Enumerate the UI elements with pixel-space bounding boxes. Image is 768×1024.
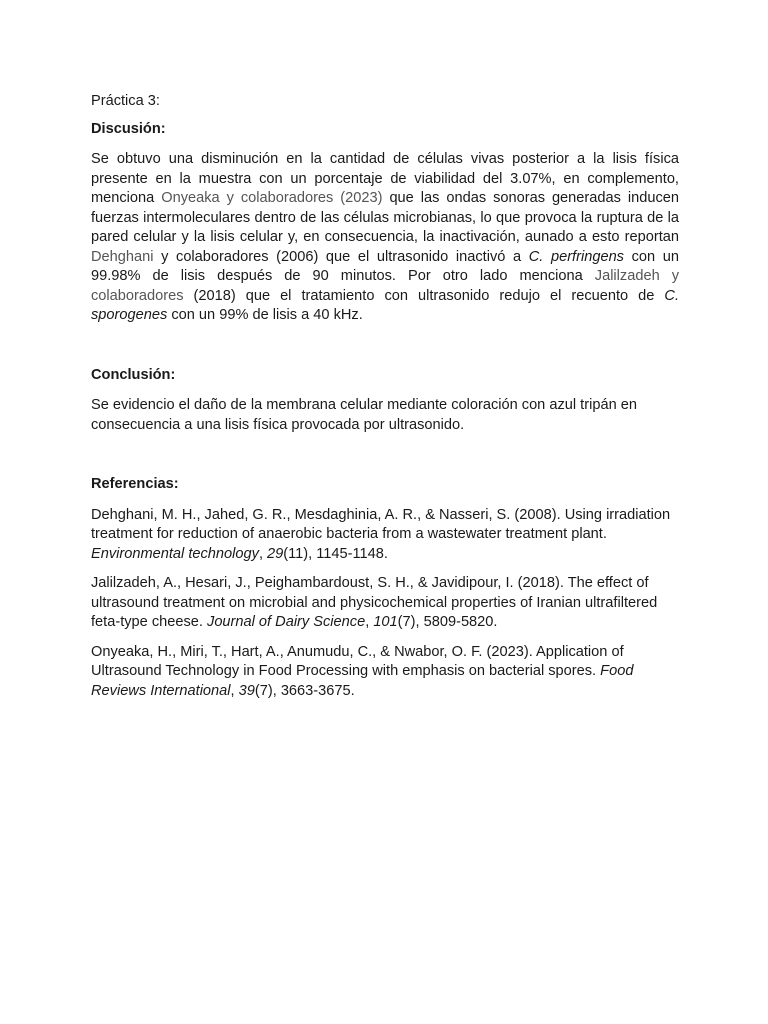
reference-separator: , xyxy=(258,545,268,562)
reference-pages: (7), 3663-3675. xyxy=(254,682,355,699)
species-c-sporogenes: C. sporogenes xyxy=(91,287,679,323)
conclusion-paragraph: Se evidencio el daño de la membrana celular mediante coloración con azul tripán en consecuencia a una lisis física provocada por ultrasonido. xyxy=(91,397,637,433)
reference-journal: Food Reviews International xyxy=(91,663,634,699)
reference-item xyxy=(91,574,679,633)
reference-volume: 29 xyxy=(267,545,284,562)
practice-label: Práctica 3: xyxy=(91,93,160,109)
reference-journal: Journal of Dairy Science xyxy=(207,614,366,630)
reference-item xyxy=(91,506,679,565)
species-c-perfringens: C. perfringens xyxy=(528,248,624,265)
discussion-text-1: Se obtuvo una disminución en la cantidad de células vivas posterior a la lisis física presente en la muestra con un porcentaje de viabilidad del 3.07%, en complemento, menciona xyxy=(91,151,679,206)
discussion-paragraph xyxy=(91,150,679,326)
citation-dehghani: Dehghani xyxy=(91,248,154,265)
reference-separator: , xyxy=(230,682,239,699)
discussion-text-5: (2018) que el tratamiento con ultrasonido redujo el recuento de xyxy=(183,287,665,304)
reference-pages: (7), 5809-5820. xyxy=(397,614,498,630)
reference-separator: , xyxy=(365,614,374,630)
reference-text: Onyeaka, H., Miri, T., Hart, A., Anumudu, C., & Nwabor, O. F. (2023). Application of Ultrasound Technology in Food Processing with emphasis on bacterial spores. xyxy=(91,643,624,679)
discussion-text-3: y colaboradores (2006) que el ultrasonido inactivó a xyxy=(153,248,529,265)
citation-onyeaka: Onyeaka y colaboradores (2023) xyxy=(161,190,383,206)
reference-text: Dehghani, M. H., Jahed, G. R., Mesdaghinia, A. R., & Nasseri, S. (2008). Using irradiation treatment for reduction of anaerobic bacteria from a wastewater treatment plant. xyxy=(91,506,671,542)
discussion-text-6: con un 99% de lisis a 40 kHz. xyxy=(167,307,363,323)
reference-text: Jalilzadeh, A., Hesari, J., Peighambardoust, S. H., & Javidipour, I. (2018). The effect of ultrasound treatment on microbial and physicochemical properties of Iranian ultrafiltered feta-type cheese. xyxy=(91,575,658,630)
discussion-heading: Discusión: xyxy=(91,120,166,137)
conclusion-heading: Conclusión: xyxy=(91,366,176,383)
discussion-text-2: que las ondas sonoras generadas inducen fuerzas intermoleculares dentro de las células microbianas, lo que provoca la ruptura de la pared celular y la lisis celular y, en consecuencia, la inactivación, aunado a esto reportan xyxy=(91,190,679,245)
reference-volume: 101 xyxy=(373,614,398,630)
reference-volume: 39 xyxy=(238,682,255,699)
discussion-text-4: con un 99.98% de lisis después de 90 minutos. Por otro lado menciona xyxy=(91,248,679,284)
document-body xyxy=(91,92,679,701)
reference-journal: Environmental technology xyxy=(91,545,259,562)
references-list xyxy=(91,506,679,702)
reference-pages: (11), 1145-1148. xyxy=(283,545,388,562)
references-heading: Referencias: xyxy=(91,476,179,492)
reference-item xyxy=(91,643,679,702)
citation-jalilzadeh: Jalilzadeh y colaboradores xyxy=(91,268,679,304)
